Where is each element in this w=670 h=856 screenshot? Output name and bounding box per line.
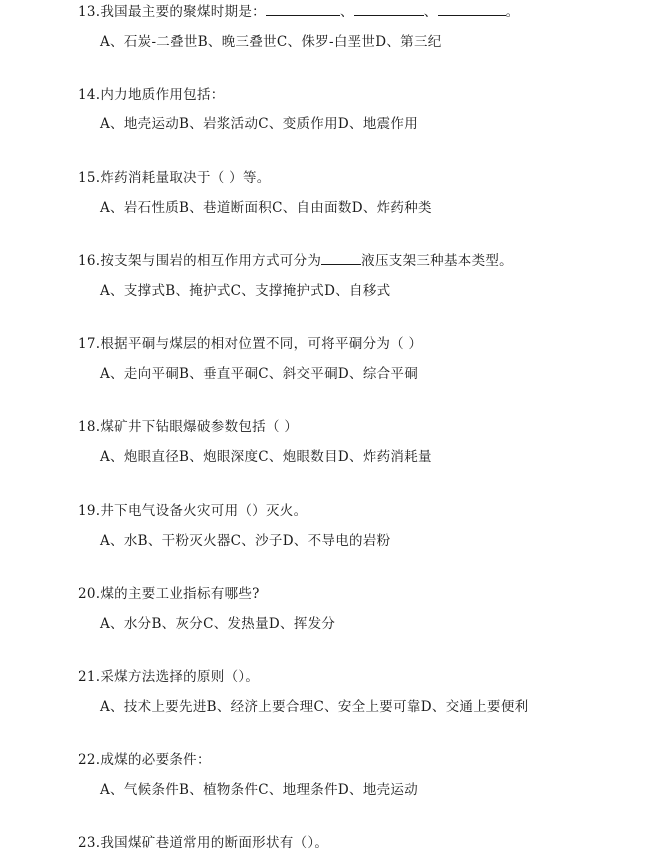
question-21-options: A、技术上要先进B、经济上要合理C、安全上要可靠D、交通上要便利 [100,699,529,715]
question-16-stem: 16.按支架与围岩的相互作用方式可分为 [78,253,322,269]
question-18-stem: 18.煤矿井下钻眼爆破参数包括（ ） [78,419,299,435]
question-17-stem: 17.根据平硐与煤层的相对位置不同，可将平硐分为（ ） [78,336,423,352]
question-21-stem: 21.采煤方法选择的原则（）。 [78,669,260,685]
question-16 [78,249,513,269]
question-16-options: A、支撑式B、掩护式C、支撑掩护式D、自移式 [100,283,391,299]
question-17-options: A、走向平硐B、垂直平硐C、斜交平硐D、综合平硐 [100,366,419,382]
question-14-stem: 14.内力地质作用包括： [78,87,225,103]
answer-blank [266,3,340,16]
question-20-options: A、水分B、灰分C、发热量D、挥发分 [100,616,336,632]
separator: 、 [423,4,438,20]
question-22-options: A、气候条件B、植物条件C、地理条件D、地壳运动 [100,782,419,798]
question-14-options: A、地壳运动B、岩浆活动C、变质作用D、地震作用 [100,116,419,132]
question-13-options: A、石炭-二叠世B、晚三叠世C、侏罗-白垩世D、第三纪 [100,34,442,50]
stem-end: 液压支架三种基本类型。 [361,253,513,269]
question-13 [78,0,519,20]
answer-blank [438,3,506,16]
question-20-stem: 20.煤的主要工业指标有哪些? [78,586,260,602]
answer-blank [354,3,424,16]
question-19-options: A、水B、干粉灭火器C、沙子D、不导电的岩粉 [100,533,391,549]
answer-blank [321,252,361,265]
separator: 、 [339,4,354,20]
stem-end: 。 [505,4,520,20]
question-18-options: A、炮眼直径B、炮眼深度C、炮眼数目D、炸药消耗量 [100,449,432,465]
question-15-options: A、岩石性质B、巷道断面积C、自由面数D、炸药种类 [100,200,432,216]
question-19-stem: 19.井下电气设备火灾可用（）灭火。 [78,503,308,519]
question-15-stem: 15.炸药消耗量取决于（ ）等。 [78,170,271,186]
question-22-stem: 22.成煤的必要条件： [78,752,211,768]
question-13-stem: 13.我国最主要的聚煤时期是： [78,4,266,20]
question-23-stem: 23.我国煤矿巷道常用的断面形状有（）。 [78,835,329,851]
